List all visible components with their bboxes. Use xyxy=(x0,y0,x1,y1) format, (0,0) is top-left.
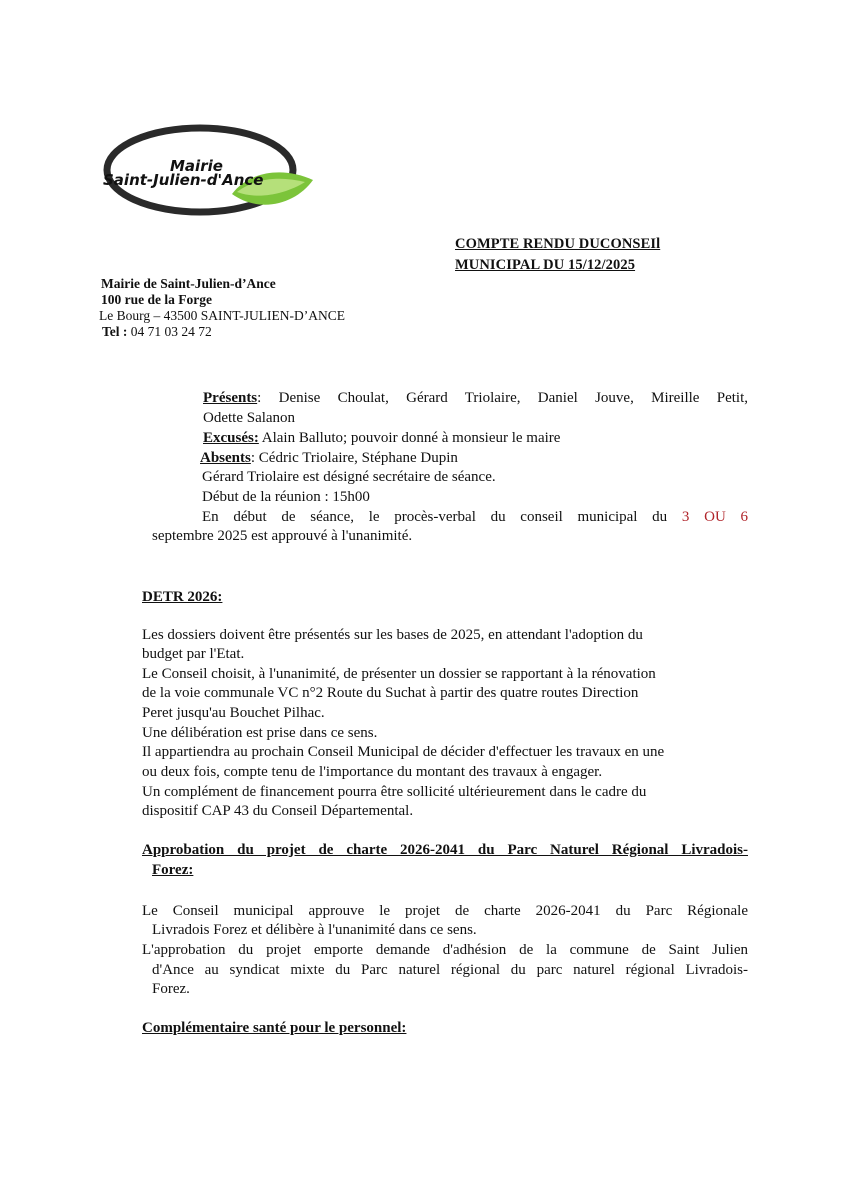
detr-line: ou deux fois, compte tenu de l'importance du montant des travaux à engager. xyxy=(142,764,603,780)
absents-line xyxy=(200,450,458,467)
logo-line1: Mairie xyxy=(170,157,223,175)
detr-line: Une délibération est prise dans ce sens. xyxy=(142,725,378,741)
presents-names-cont: Odette Salanon xyxy=(203,410,296,426)
document-title-line2: MUNICIPAL DU 15/12/2025 xyxy=(455,257,636,273)
document-title-line1: COMPTE RENDU DUCONSEIl xyxy=(455,236,661,252)
excuses-line xyxy=(203,430,560,447)
phone-label: Tel : xyxy=(102,324,128,339)
pv-date-highlight: 3 OU 6 xyxy=(681,509,748,525)
detr-line: budget par l'Etat. xyxy=(142,646,245,662)
presents-label: Présents xyxy=(203,390,258,406)
detr-line: Un complément de financement pourra être sollicité ultérieurement dans le cadre du xyxy=(142,784,647,800)
excuses-text: Alain Balluto; pouvoir donné à monsieur le maire xyxy=(258,430,561,446)
secretaire-line: Gérard Triolaire est désigné secrétaire de séance. xyxy=(202,469,496,485)
presents-names: : Denise Choulat, Gérard Triolaire, Daniel Jouve, Mireille Petit, xyxy=(257,390,748,406)
charte-heading-line2: Forez: xyxy=(152,862,194,878)
logo-line2: Saint-Julien-d'Ance xyxy=(103,171,264,189)
pv-line1 xyxy=(202,509,748,526)
logo-graphic xyxy=(100,122,320,222)
detr-line: Il appartiendra au prochain Conseil Municipal de décider d'effectuer les travaux en une xyxy=(142,744,665,760)
excuses-label: Excusés: xyxy=(203,430,259,446)
address-name: Mairie de Saint-Julien-d’Ance xyxy=(101,276,276,291)
pv-text: En début de séance, le procès-verbal du conseil municipal du xyxy=(202,509,668,525)
debut-line: Début de la réunion : 15h00 xyxy=(202,489,370,505)
mairie-logo xyxy=(100,122,320,222)
address-city: Le Bourg – 43500 SAINT-JULIEN-D’ANCE xyxy=(99,308,345,323)
absents-text: : Cédric Triolaire, Stéphane Dupin xyxy=(250,450,458,466)
charte-line: d'Ance au syndicat mixte du Parc naturel régional du parc naturel régional Livradois- xyxy=(152,962,748,978)
detr-heading: DETR 2026: xyxy=(142,589,223,605)
address-street: 100 rue de la Forge xyxy=(101,292,212,307)
charte-line: Forez. xyxy=(152,981,190,997)
charte-heading-line1: Approbation du projet de charte 2026-2041 du Parc Naturel Régional Livradois- xyxy=(142,842,748,858)
pv-line2: septembre 2025 est approuvé à l'unanimité. xyxy=(152,528,413,544)
charte-line: Le Conseil municipal approuve le projet de charte 2026-2041 du Parc Régionale xyxy=(142,903,748,919)
charte-line: L'approbation du projet emporte demande d'adhésion de la commune de Saint Julien xyxy=(142,942,748,958)
absents-label: Absents xyxy=(200,450,251,466)
phone-number: 04 71 03 24 72 xyxy=(130,324,212,339)
detr-line: Les dossiers doivent être présentés sur les bases de 2025, en attendant l'adoption du xyxy=(142,627,643,643)
detr-line: dispositif CAP 43 du Conseil Départemental. xyxy=(142,803,414,819)
detr-line: Peret jusqu'au Bouchet Pilhac. xyxy=(142,705,325,721)
charte-line: Livradois Forez et délibère à l'unanimité dans ce sens. xyxy=(152,922,477,938)
detr-line: de la voie communale VC n°2 Route du Suchat à partir des quatre routes Direction xyxy=(142,685,639,701)
presents-line xyxy=(203,390,748,407)
detr-line: Le Conseil choisit, à l'unanimité, de présenter un dossier se rapportant à la rénovation xyxy=(142,666,656,682)
sante-heading: Complémentaire santé pour le personnel: xyxy=(142,1020,407,1036)
address-phone xyxy=(102,324,212,340)
